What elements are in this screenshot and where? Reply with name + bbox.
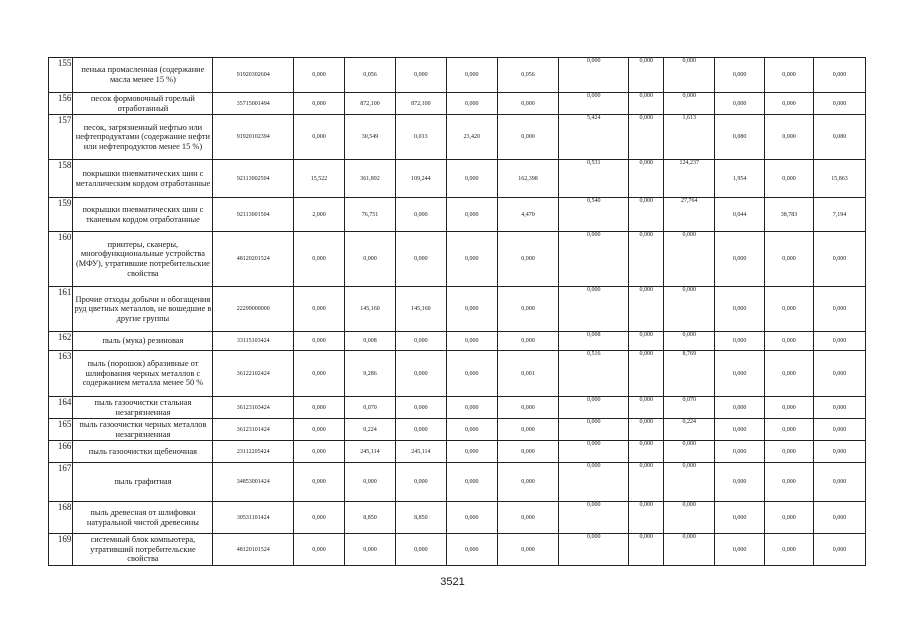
value-cell-6: 0,000: [559, 534, 629, 566]
value-cell-4: 0,000: [446, 332, 497, 351]
value-cell-8: 0,000: [664, 93, 715, 115]
value-cell-9: 0,000: [715, 93, 765, 115]
value-cell-1: 0,000: [294, 332, 345, 351]
value-cell-2: 0,000: [344, 232, 395, 287]
value-cell-9: 0,044: [715, 198, 765, 232]
value-cell-10: 0,000: [765, 463, 814, 502]
value-cell-10: 0,000: [765, 160, 814, 198]
value-cell-7: 0,000: [629, 419, 664, 441]
value-cell-5: 0,000: [497, 93, 559, 115]
value-cell-6: 0,000: [559, 397, 629, 419]
value-cell-1: 0,000: [294, 534, 345, 566]
value-cell-11: 0,000: [813, 502, 865, 534]
value-cell-3: 0,013: [395, 115, 446, 160]
value-cell-7: 0,000: [629, 351, 664, 397]
row-number-cell: 159: [49, 198, 73, 232]
table-row: [49, 463, 866, 502]
table-row: [49, 232, 866, 287]
table-row: [49, 419, 866, 441]
waste-name-cell: принтеры, сканеры, многофункциональные устройства (МФУ), утратившие потребительские свойства: [73, 232, 213, 287]
value-cell-11: 0,000: [813, 397, 865, 419]
value-cell-4: 0,000: [446, 502, 497, 534]
value-cell-7: 0,000: [629, 287, 664, 332]
value-cell-6: 0,000: [559, 419, 629, 441]
value-cell-9: 0,000: [715, 534, 765, 566]
table-row: [49, 502, 866, 534]
row-number-cell: 165: [49, 419, 73, 441]
value-cell-4: 0,000: [446, 441, 497, 463]
value-cell-6: 0,000: [559, 441, 629, 463]
value-cell-1: 0,000: [294, 351, 345, 397]
fkko-code-cell: 33115103424: [213, 332, 294, 351]
value-cell-10: 0,000: [765, 502, 814, 534]
row-number-cell: 158: [49, 160, 73, 198]
table-row: [49, 441, 866, 463]
fkko-code-cell: 36123101424: [213, 419, 294, 441]
value-cell-7: 0,000: [629, 115, 664, 160]
table-row: [49, 58, 866, 93]
waste-inventory-table: [48, 57, 866, 566]
value-cell-7: 0,000: [629, 198, 664, 232]
value-cell-1: 0,000: [294, 502, 345, 534]
value-cell-2: 145,160: [344, 287, 395, 332]
value-cell-7: 0,000: [629, 332, 664, 351]
value-cell-10: 38,783: [765, 198, 814, 232]
value-cell-8: 0,000: [664, 463, 715, 502]
value-cell-11: 0,000: [813, 351, 865, 397]
value-cell-1: 15,522: [294, 160, 345, 198]
table-row: [49, 115, 866, 160]
value-cell-11: 0,000: [813, 58, 865, 93]
waste-name-cell: пыль газоочистки щебеночная: [73, 441, 213, 463]
value-cell-3: 0,000: [395, 419, 446, 441]
value-cell-5: 0,001: [497, 351, 559, 397]
value-cell-9: 0,080: [715, 115, 765, 160]
fkko-code-cell: 91920102394: [213, 115, 294, 160]
value-cell-4: 0,000: [446, 232, 497, 287]
value-cell-9: 0,000: [715, 287, 765, 332]
table-row: [49, 332, 866, 351]
value-cell-8: 124,237: [664, 160, 715, 198]
value-cell-4: 23,420: [446, 115, 497, 160]
row-number-cell: 155: [49, 58, 73, 93]
row-number-cell: 163: [49, 351, 73, 397]
value-cell-8: 0,000: [664, 534, 715, 566]
value-cell-5: 0,000: [497, 534, 559, 566]
waste-name-cell: покрышки пневматических шин с тканевым кордом отработанные: [73, 198, 213, 232]
value-cell-4: 0,000: [446, 463, 497, 502]
waste-name-cell: системный блок компьютера, утративший потребительские свойства: [73, 534, 213, 566]
table-body: [49, 58, 866, 566]
table-row: [49, 397, 866, 419]
value-cell-7: 0,000: [629, 93, 664, 115]
value-cell-5: 0,000: [497, 502, 559, 534]
value-cell-2: 0,000: [344, 534, 395, 566]
value-cell-2: 872,100: [344, 93, 395, 115]
value-cell-11: 0,000: [813, 441, 865, 463]
value-cell-4: 0,000: [446, 198, 497, 232]
value-cell-6: 5,424: [559, 115, 629, 160]
value-cell-1: 0,000: [294, 287, 345, 332]
value-cell-8: 1,613: [664, 115, 715, 160]
value-cell-1: 0,000: [294, 397, 345, 419]
value-cell-10: 0,000: [765, 58, 814, 93]
value-cell-2: 9,286: [344, 351, 395, 397]
value-cell-3: 0,000: [395, 232, 446, 287]
table-row: [49, 93, 866, 115]
value-cell-7: 0,000: [629, 534, 664, 566]
value-cell-4: 0,000: [446, 419, 497, 441]
value-cell-2: 0,000: [344, 463, 395, 502]
row-number-cell: 160: [49, 232, 73, 287]
fkko-code-cell: 36123103424: [213, 397, 294, 419]
value-cell-8: 0,000: [664, 287, 715, 332]
waste-name-cell: Прочие отходы добычи и обогащения руд цветных металлов, не вошедшие в другие группы: [73, 287, 213, 332]
value-cell-5: 0,000: [497, 232, 559, 287]
value-cell-9: 0,000: [715, 397, 765, 419]
value-cell-9: 0,000: [715, 351, 765, 397]
fkko-code-cell: 91920302604: [213, 58, 294, 93]
fkko-code-cell: 48120201524: [213, 232, 294, 287]
value-cell-11: 0,000: [813, 534, 865, 566]
value-cell-8: 0,000: [664, 332, 715, 351]
value-cell-2: 30,549: [344, 115, 395, 160]
value-cell-8: 8,769: [664, 351, 715, 397]
value-cell-11: 7,194: [813, 198, 865, 232]
row-number-cell: 166: [49, 441, 73, 463]
value-cell-3: 0,000: [395, 58, 446, 93]
value-cell-4: 0,000: [446, 534, 497, 566]
value-cell-9: 0,000: [715, 58, 765, 93]
waste-name-cell: пыль (порошок) абразивные от шлифования черных металлов с содержанием металла менее 50 %: [73, 351, 213, 397]
value-cell-3: 145,160: [395, 287, 446, 332]
value-cell-1: 0,000: [294, 58, 345, 93]
waste-name-cell: пыль древесная от шлифовки натуральной чистой древесины: [73, 502, 213, 534]
value-cell-5: 0,000: [497, 441, 559, 463]
row-number-cell: 168: [49, 502, 73, 534]
value-cell-5: 162,398: [497, 160, 559, 198]
value-cell-5: 0,000: [497, 419, 559, 441]
value-cell-3: 245,114: [395, 441, 446, 463]
value-cell-8: 0,224: [664, 419, 715, 441]
row-number-cell: 164: [49, 397, 73, 419]
value-cell-6: 0,540: [559, 198, 629, 232]
row-number-cell: 167: [49, 463, 73, 502]
value-cell-6: 0,531: [559, 160, 629, 198]
value-cell-3: 8,850: [395, 502, 446, 534]
waste-name-cell: пыль (мука) резиновая: [73, 332, 213, 351]
value-cell-10: 0,000: [765, 419, 814, 441]
value-cell-4: 0,000: [446, 58, 497, 93]
fkko-code-cell: 23112205424: [213, 441, 294, 463]
value-cell-9: 0,000: [715, 463, 765, 502]
value-cell-9: 0,000: [715, 419, 765, 441]
value-cell-8: 0,000: [664, 232, 715, 287]
value-cell-7: 0,000: [629, 232, 664, 287]
value-cell-1: 0,000: [294, 115, 345, 160]
value-cell-7: 0,000: [629, 397, 664, 419]
value-cell-11: 0,080: [813, 115, 865, 160]
value-cell-8: 0,000: [664, 58, 715, 93]
value-cell-11: 0,000: [813, 463, 865, 502]
fkko-code-cell: 22299000000: [213, 287, 294, 332]
value-cell-6: 0,000: [559, 58, 629, 93]
value-cell-10: 0,000: [765, 441, 814, 463]
value-cell-2: 8,850: [344, 502, 395, 534]
value-cell-4: 0,000: [446, 93, 497, 115]
value-cell-10: 0,000: [765, 397, 814, 419]
value-cell-10: 0,000: [765, 287, 814, 332]
value-cell-9: 0,000: [715, 332, 765, 351]
value-cell-1: 0,000: [294, 419, 345, 441]
value-cell-3: 109,244: [395, 160, 446, 198]
row-number-cell: 162: [49, 332, 73, 351]
value-cell-11: 0,000: [813, 419, 865, 441]
value-cell-6: 0,516: [559, 351, 629, 397]
value-cell-11: 0,000: [813, 332, 865, 351]
row-number-cell: 161: [49, 287, 73, 332]
value-cell-7: 0,000: [629, 160, 664, 198]
value-cell-6: 0,000: [559, 502, 629, 534]
waste-name-cell: пыль графитная: [73, 463, 213, 502]
value-cell-2: 0,056: [344, 58, 395, 93]
fkko-code-cell: 34853001424: [213, 463, 294, 502]
value-cell-9: 0,000: [715, 441, 765, 463]
row-number-cell: 156: [49, 93, 73, 115]
fkko-code-cell: 36122102424: [213, 351, 294, 397]
value-cell-11: 0,000: [813, 93, 865, 115]
table-row: [49, 351, 866, 397]
waste-name-cell: песок формовочный горелый отработанный: [73, 93, 213, 115]
value-cell-9: 0,000: [715, 232, 765, 287]
value-cell-10: 0,000: [765, 534, 814, 566]
value-cell-2: 0,008: [344, 332, 395, 351]
row-number-cell: 169: [49, 534, 73, 566]
value-cell-10: 0,000: [765, 351, 814, 397]
value-cell-7: 0,000: [629, 441, 664, 463]
value-cell-5: 0,000: [497, 463, 559, 502]
fkko-code-cell: 30531101424: [213, 502, 294, 534]
value-cell-10: 0,000: [765, 115, 814, 160]
value-cell-8: 0,000: [664, 502, 715, 534]
value-cell-5: 0,000: [497, 397, 559, 419]
value-cell-4: 0,000: [446, 160, 497, 198]
value-cell-2: 76,751: [344, 198, 395, 232]
value-cell-7: 0,000: [629, 502, 664, 534]
value-cell-5: 0,000: [497, 287, 559, 332]
value-cell-8: 0,070: [664, 397, 715, 419]
waste-name-cell: пыль газоочистки стальная незагрязненная: [73, 397, 213, 419]
waste-name-cell: песок, загрязненный нефтью или нефтепродуктами (содержание нефти или нефтепродуктов менее 15 %): [73, 115, 213, 160]
fkko-code-cell: 35715001494: [213, 93, 294, 115]
value-cell-3: 0,000: [395, 463, 446, 502]
value-cell-1: 0,000: [294, 441, 345, 463]
value-cell-3: 0,000: [395, 534, 446, 566]
value-cell-6: 0,000: [559, 232, 629, 287]
value-cell-11: 0,000: [813, 287, 865, 332]
value-cell-6: 0,000: [559, 287, 629, 332]
fkko-code-cell: 48120101524: [213, 534, 294, 566]
value-cell-6: 0,000: [559, 93, 629, 115]
value-cell-5: 4,470: [497, 198, 559, 232]
waste-name-cell: пенька промасленная (содержание масла менее 15 %): [73, 58, 213, 93]
value-cell-1: 0,000: [294, 93, 345, 115]
value-cell-1: 0,000: [294, 463, 345, 502]
value-cell-3: 0,000: [395, 198, 446, 232]
value-cell-3: 0,000: [395, 397, 446, 419]
value-cell-7: 0,000: [629, 58, 664, 93]
value-cell-4: 0,000: [446, 351, 497, 397]
value-cell-1: 0,000: [294, 232, 345, 287]
value-cell-10: 0,000: [765, 93, 814, 115]
value-cell-2: 0,224: [344, 419, 395, 441]
value-cell-1: 2,000: [294, 198, 345, 232]
value-cell-8: 27,764: [664, 198, 715, 232]
value-cell-9: 1,954: [715, 160, 765, 198]
table-row: [49, 287, 866, 332]
table-row: [49, 160, 866, 198]
fkko-code-cell: 92113001504: [213, 198, 294, 232]
value-cell-9: 0,000: [715, 502, 765, 534]
value-cell-3: 0,000: [395, 332, 446, 351]
value-cell-10: 0,000: [765, 232, 814, 287]
value-cell-5: 0,000: [497, 332, 559, 351]
value-cell-6: 0,000: [559, 463, 629, 502]
value-cell-6: 0,008: [559, 332, 629, 351]
page-number: 3521: [440, 576, 465, 588]
waste-name-cell: пыль газоочистки черных металлов незагрязненная: [73, 419, 213, 441]
fkko-code-cell: 92113002504: [213, 160, 294, 198]
value-cell-8: 0,000: [664, 441, 715, 463]
waste-name-cell: покрышки пневматических шин с металлическим кордом отработанные: [73, 160, 213, 198]
value-cell-11: 15,863: [813, 160, 865, 198]
value-cell-5: 0,000: [497, 115, 559, 160]
value-cell-10: 0,000: [765, 332, 814, 351]
table-row: [49, 198, 866, 232]
value-cell-2: 0,070: [344, 397, 395, 419]
value-cell-11: 0,000: [813, 232, 865, 287]
table-row: [49, 534, 866, 566]
value-cell-3: 872,100: [395, 93, 446, 115]
value-cell-2: 361,892: [344, 160, 395, 198]
value-cell-4: 0,000: [446, 397, 497, 419]
value-cell-3: 0,000: [395, 351, 446, 397]
value-cell-4: 0,000: [446, 287, 497, 332]
value-cell-5: 0,056: [497, 58, 559, 93]
value-cell-2: 245,114: [344, 441, 395, 463]
row-number-cell: 157: [49, 115, 73, 160]
value-cell-7: 0,000: [629, 463, 664, 502]
